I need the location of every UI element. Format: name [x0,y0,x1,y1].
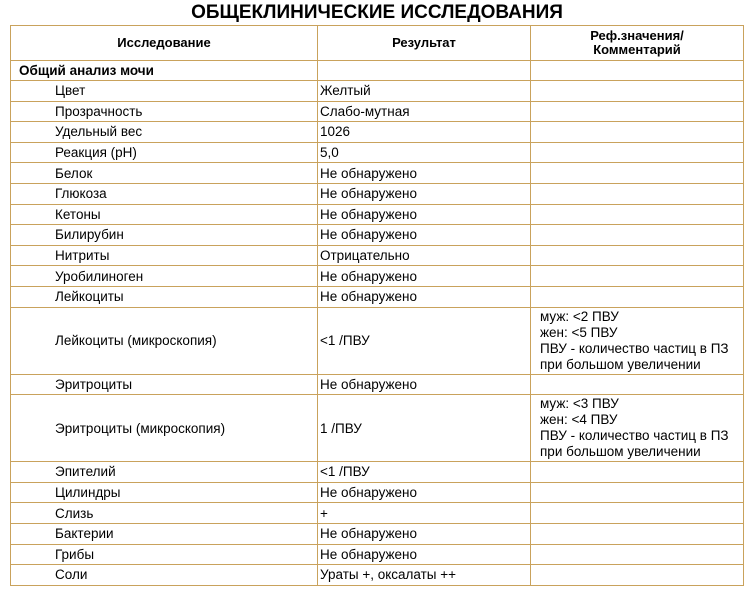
table-row [11,142,744,163]
test-result: Не обнаружено [318,544,531,565]
test-name: Грибы [11,544,318,565]
reference-comment [531,245,744,266]
table-row [11,183,744,204]
reference-line: ПВУ - количество частиц в ПЗ [540,340,729,356]
column-header-test: Исследование [11,26,318,61]
test-result: Не обнаружено [318,482,531,503]
table-row [11,462,744,483]
test-name: Цвет [11,81,318,102]
test-result: Не обнаружено [318,204,531,225]
results-table [10,2,744,586]
test-name: Прозрачность [11,101,318,122]
table-row [11,286,744,307]
reference-comment [531,266,744,287]
table-header [11,26,744,61]
table-row [11,307,744,374]
reference-comment [531,101,744,122]
test-name: Бактерии [11,523,318,544]
table-row [11,482,744,503]
reference-comment [531,395,744,462]
test-name: Уробилиноген [11,266,318,287]
test-result: Не обнаружено [318,225,531,246]
test-result: Желтый [318,81,531,102]
reference-comment [531,183,744,204]
table-row [11,122,744,143]
test-result: + [318,503,531,524]
table-row [11,163,744,184]
column-header-reference-line: Комментарий [593,42,681,57]
reference-line: ПВУ - количество частиц в ПЗ [540,428,729,444]
test-result: Не обнаружено [318,163,531,184]
reference-comment [531,565,744,586]
reference-line: жен: <5 ПВУ [540,324,618,340]
section-row [11,61,744,81]
test-result: Не обнаружено [318,286,531,307]
test-name: Нитриты [11,245,318,266]
table-row [11,544,744,565]
column-header-reference [531,26,744,61]
test-name: Лейкоциты [11,286,318,307]
reference-line: муж: <2 ПВУ [540,308,619,324]
test-result: <1 /ПВУ [318,462,531,483]
reference-line: при большом увеличении [540,356,701,372]
test-result: Отрицательно [318,245,531,266]
reference-comment [531,142,744,163]
test-name: Эритроциты [11,374,318,395]
table-row [11,81,744,102]
reference-comment [531,163,744,184]
test-result: Не обнаружено [318,374,531,395]
test-name: Соли [11,565,318,586]
test-result: <1 /ПВУ [318,307,531,374]
reference-comment [531,523,744,544]
test-name: Реакция (pH) [11,142,318,163]
column-header-reference-line: Реф.значения/ [590,28,684,43]
column-header-result: Результат [318,26,531,61]
reference-line: жен: <4 ПВУ [540,412,618,428]
section-reference-cell [531,61,744,81]
reference-comment [531,225,744,246]
reference-comment [531,482,744,503]
test-name: Билирубин [11,225,318,246]
test-name: Глюкоза [11,183,318,204]
table-row [11,266,744,287]
test-result: Не обнаружено [318,266,531,287]
reference-line: муж: <3 ПВУ [540,396,619,412]
table-row [11,523,744,544]
test-name: Эритроциты (микроскопия) [11,395,318,462]
test-result: 1026 [318,122,531,143]
reference-comment [531,462,744,483]
test-name: Цилиндры [11,482,318,503]
table-row [11,204,744,225]
reference-comment [531,286,744,307]
test-result: Не обнаружено [318,523,531,544]
test-name: Кетоны [11,204,318,225]
test-name: Эпителий [11,462,318,483]
test-name: Белок [11,163,318,184]
section-result-cell [318,61,531,81]
test-result: Не обнаружено [318,183,531,204]
reference-comment [531,204,744,225]
test-result: Ураты +, оксалаты ++ [318,565,531,586]
reference-comment [531,307,744,374]
test-result: 1 /ПВУ [318,395,531,462]
report-title: ОБЩЕКЛИНИЧЕСКИЕ ИССЛЕДОВАНИЯ [11,2,744,26]
reference-line: при большом увеличении [540,444,701,460]
table-row [11,101,744,122]
table-row [11,395,744,462]
table-row [11,374,744,395]
reference-comment [531,81,744,102]
reference-comment [531,122,744,143]
reference-comment [531,374,744,395]
test-name: Слизь [11,503,318,524]
reference-comment [531,544,744,565]
test-name: Удельный вес [11,122,318,143]
reference-comment [531,503,744,524]
lab-report [10,2,743,586]
table-row [11,565,744,586]
table-row [11,245,744,266]
table-row [11,503,744,524]
section-title: Общий анализ мочи [11,61,318,81]
test-name: Лейкоциты (микроскопия) [11,307,318,374]
test-result: Слабо-мутная [318,101,531,122]
table-row [11,225,744,246]
test-result: 5,0 [318,142,531,163]
